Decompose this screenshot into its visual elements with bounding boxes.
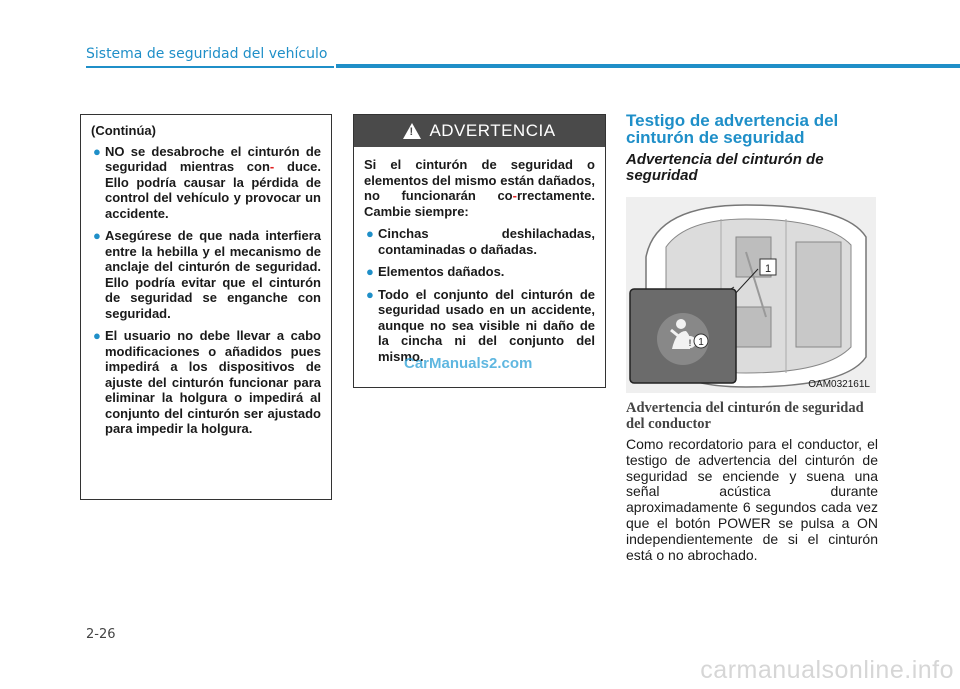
subsection-title: Advertencia del cinturón de seguridad — [626, 151, 824, 184]
list-item — [91, 144, 321, 222]
warning-intro-text: Si el cinturón de seguridad o elementos del mismo están dañados, no funcionarán co — [364, 157, 595, 203]
list-item — [364, 264, 595, 280]
list-item-text: El usuario no debe llevar a cabo modificaciones o añadidos pues impedirá a los dispositivos de ajuste del cinturón funcionar para eliminar la holgura o impedirá al conjunto del cinturón ser ajustado para impedir la holgura. — [105, 328, 321, 436]
section-title: Testigo de advertencia del cinturón de seguridad — [626, 111, 839, 147]
list-item-text: Todo el conjunto del cinturón de seguridad usado en un accidente, aunque no sea visible ni daño de la cincha ni del conjunto del mismo. — [378, 286, 595, 364]
warning-intro — [364, 157, 595, 219]
paragraph-title: Advertencia del cinturón de seguridad del conductor — [626, 400, 864, 432]
seatbelt-warning-figure — [626, 197, 876, 393]
hyphen-mark: - — [512, 188, 517, 203]
list-item-text: Cinchas deshilachadas, contaminadas o dañadas. — [378, 226, 595, 257]
warning-header-label: ADVERTENCIA — [429, 121, 556, 140]
bullet-icon: ● — [366, 264, 374, 279]
continued-warning-box — [80, 114, 332, 500]
list-item-text-rest: duce. Ello podría causar la pérdida de control del vehículo y provocar un accidente. — [105, 159, 321, 221]
list-item-text: Asegúrese de que nada interfiera entre la hebilla y el mecanismo de anclaje del cinturón de seguridad. Ello podría evitar que el cinturón de seguridad se enganche con seguridad. — [105, 228, 321, 321]
car-interior-illustration — [626, 197, 876, 393]
warning-triangle-icon: ! — [403, 123, 421, 139]
bullet-icon: ● — [366, 226, 374, 241]
header-rule-thick — [336, 64, 960, 68]
bullet-icon: ● — [93, 143, 101, 159]
list-item-text: Elementos dañados. — [378, 264, 505, 279]
svg-text:!: ! — [688, 338, 692, 348]
list-item — [91, 228, 321, 321]
page-number: 2-26 — [86, 627, 116, 642]
warning-body — [354, 147, 605, 377]
footer-watermark: carmanualsonline.info — [700, 656, 954, 684]
watermark-text: CarManuals2.com — [404, 355, 533, 372]
bullet-icon: ● — [93, 328, 101, 343]
list-item-text: NO se desabroche el cinturón de seguridad mientras con — [105, 143, 321, 174]
continued-label: (Continúa) — [91, 123, 156, 138]
warning-box — [353, 114, 606, 388]
header-rule — [86, 66, 334, 68]
list-item — [364, 287, 595, 365]
list-item — [91, 328, 321, 437]
callout-number-label: 1 — [698, 337, 704, 348]
hyphen-mark: - — [269, 159, 275, 174]
figure-caption: OAM032161L — [808, 379, 870, 390]
section-header-title: Sistema de seguridad del vehículo — [86, 46, 328, 62]
warning-header — [354, 115, 605, 147]
warning-intro-text-rest: rrectamente. Cambie siempre: — [364, 188, 595, 219]
bullet-icon: ● — [93, 228, 101, 243]
paragraph-body: Como recordatorio para el conductor, el testigo de advertencia del cinturón de seguridad se enciende y suena una señal acústica durante aproximadamente 6 segundos cada vez que el botón POWER se pulsa a ON independientemente de si el cinturón está o no abrochado. — [626, 436, 878, 563]
bullet-icon: ● — [366, 286, 374, 302]
list-item — [364, 226, 595, 257]
callout-number-label: 1 — [764, 263, 772, 275]
